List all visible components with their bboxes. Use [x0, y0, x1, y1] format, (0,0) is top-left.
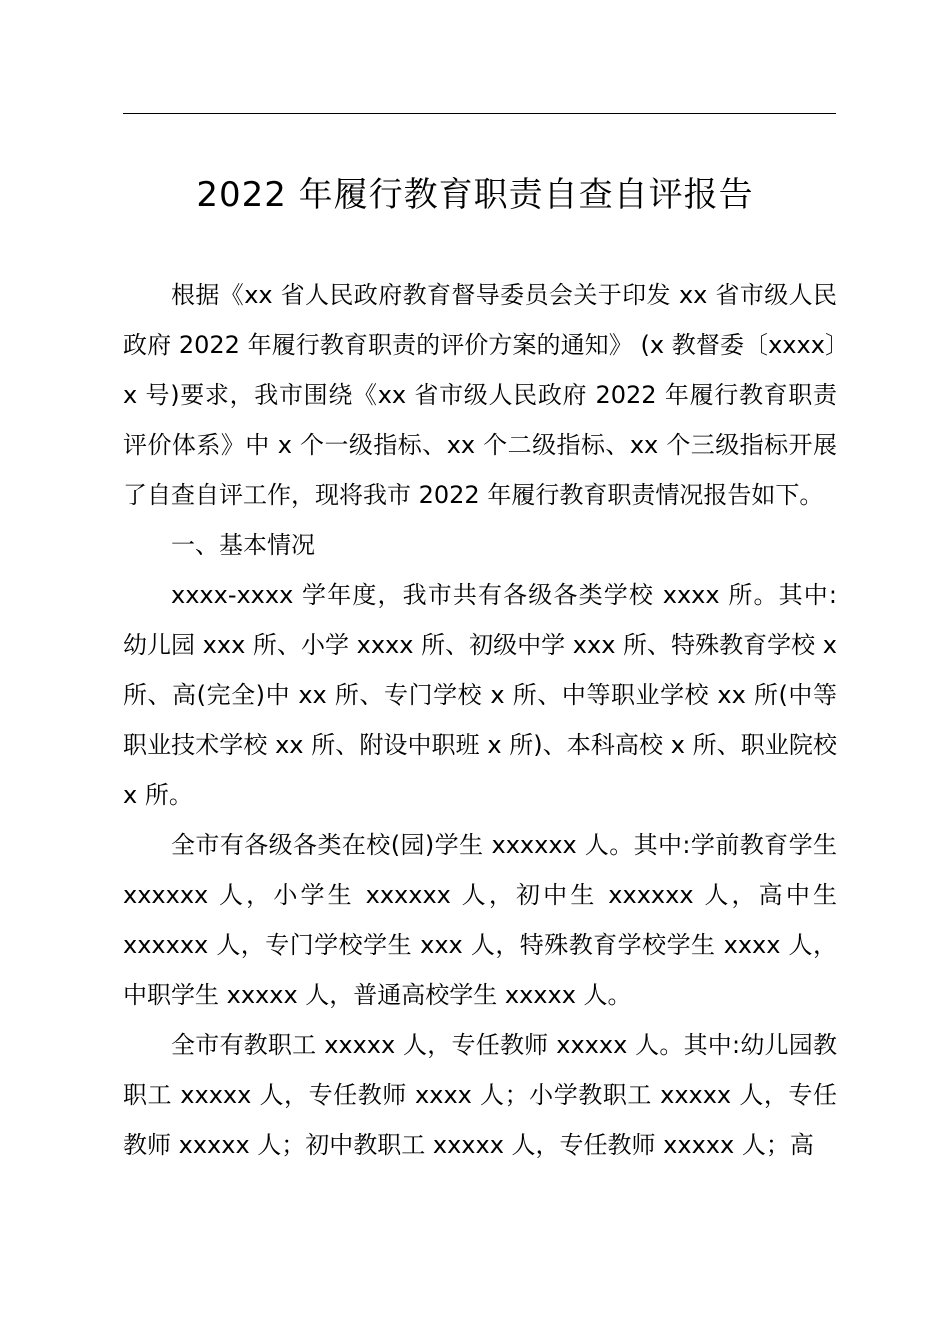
- document-body: [123, 270, 837, 1170]
- header-rule: [123, 113, 836, 114]
- paragraph-schools: xxxx-xxxx 学年度，我市共有各级各类学校 xxxx 所。其中:幼儿园 xxx 所、小学 xxxx 所、初级中学 xxx 所、特殊教育学校 x 所、高(完全)中 xx 所、专门学校 x 所、中等职业学校 xx 所(中等职业技术学校 xx 所、附设中职班 x 所)、本科高校 x 所、职业院校 x 所。: [123, 581, 837, 809]
- paragraph-staff: 全市有教职工 xxxxx 人，专任教师 xxxxx 人。其中:幼儿园教职工 xxxxx 人，专任教师 xxxx 人；小学教职工 xxxxx 人，专任教师 xxxxx 人；初中教职工 xxxxx 人，专任教师 xxxxx 人；高: [123, 1031, 837, 1159]
- paragraph-students: 全市有各级各类在校(园)学生 xxxxxx 人。其中:学前教育学生 xxxxxx 人，小学生 xxxxxx 人，初中生 xxxxxx 人，高中生 xxxxxx 人，专门学校学生 xxx 人，特殊教育学校学生 xxxx 人，中职学生 xxxxx 人，普通高校学生 xxxxx 人。: [123, 831, 837, 1009]
- document-title: 2022 年履行教育职责自查自评报告: [196, 175, 754, 215]
- section-heading-basic-situation: 一、基本情况: [171, 531, 315, 559]
- paragraph-intro: 根据《xx 省人民政府教育督导委员会关于印发 xx 省市级人民政府 2022 年履行教育职责的评价方案的通知》 (x 教督委〔xxxx〕x 号)要求，我市围绕《xx 省市级人民政府 2022 年履行教育职责评价体系》中 x 个一级指标、xx 个二级指标、xx 个三级指标开展了自查自评工作，现将我市 2022 年履行教育职责情况报告如下。: [123, 281, 837, 509]
